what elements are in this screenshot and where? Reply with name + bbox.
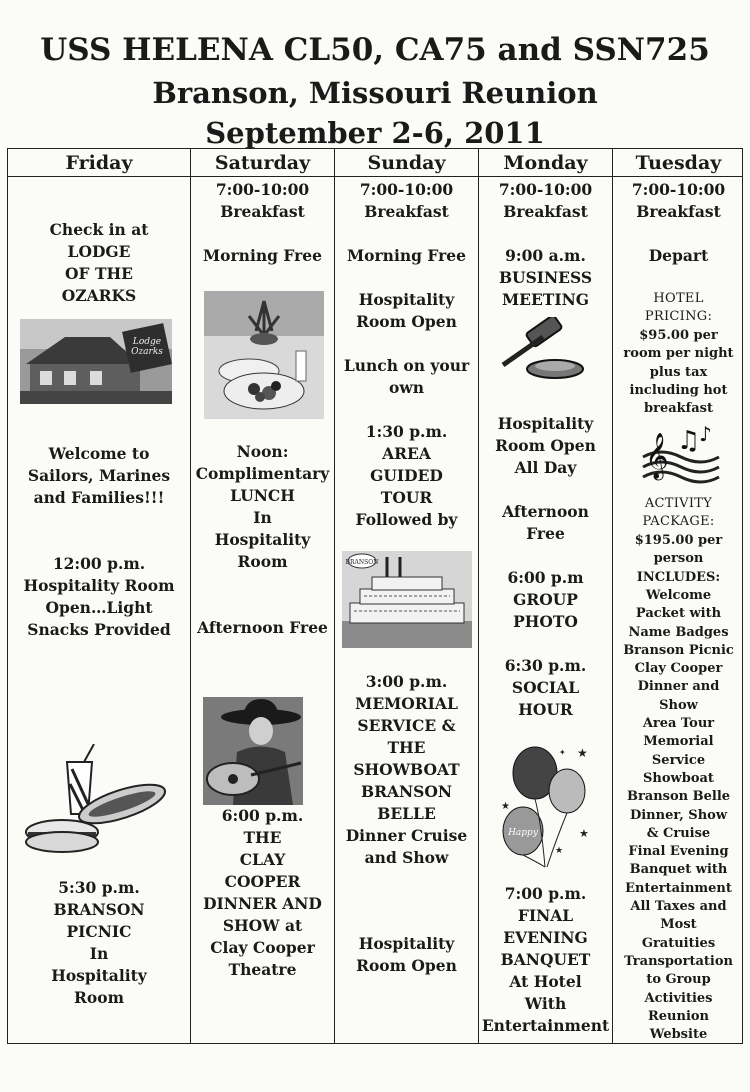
- saturday-breakfast: 7:00-10:00 Breakfast: [215, 180, 310, 221]
- gavel-icon: [497, 317, 587, 385]
- sunday-memorial: 3:00 p.m. MEMORIAL SERVICE & THE SHOWBOAT BRANSON BELLE: [353, 672, 460, 823]
- hotel-pricing-label: HOTEL PRICING:: [644, 291, 713, 325]
- monday-breakfast: 7:00-10:00 Breakfast: [498, 180, 593, 221]
- column-friday: [8, 149, 190, 1043]
- picnic-food-icon: [22, 744, 172, 859]
- svg-text:★: ★: [501, 801, 510, 812]
- lunch-table-photo-icon: [204, 291, 324, 419]
- friday-picnic: 5:30 p.m. BRANSON PICNIC In Hospitality Room: [51, 878, 147, 1007]
- activity-package-price: $195.00 per person: [634, 533, 723, 567]
- lodge-sign-text: Lodge Ozarks: [131, 337, 163, 357]
- friday-hospitality: 12:00 p.m. Hospitality Room Open…Light Snacks Provided: [23, 554, 175, 639]
- title-line-1: USS HELENA CL50, CA75 and SSN725: [40, 32, 710, 68]
- svg-text:★: ★: [555, 846, 564, 856]
- sunday-morning: Morning Free: [347, 246, 466, 265]
- saturday-morning: Morning Free: [203, 246, 322, 265]
- friday-checkin: Check in at LODGE OF THE OZARKS: [49, 220, 149, 305]
- music-notes-icon: [641, 417, 721, 487]
- balloon-text: Happy: [508, 828, 538, 838]
- sunday-hospitality-2: Hospitality Room Open: [356, 934, 457, 975]
- includes-list: Welcome Packet with Name Badges Branson Picnic Clay Cooper Dinner and Show Area Tour Memorial Service Showboat Branson Belle Dinner, Show & Cruise Final Evening Banquet with Entertainment All Taxes and Most Gratuities Transportation to Group Activities Reunion Website: [623, 588, 734, 1043]
- svg-text:★: ★: [579, 827, 589, 840]
- day-header-sunday: Sunday: [367, 152, 446, 174]
- friday-welcome: Welcome to Sailors, Marines and Families!!!: [27, 444, 171, 507]
- svg-text:♪: ♪: [699, 422, 712, 446]
- saturday-lunch: Noon: Complimentary LUNCH In Hospitality Room: [195, 442, 330, 571]
- activity-package-label: ACTIVITY PACKAGE:: [642, 496, 715, 530]
- monday-banquet: 7:00 p.m. FINAL EVENING BANQUET At Hotel With Entertainment: [481, 884, 610, 1035]
- day-header-friday: Friday: [65, 152, 133, 174]
- column-monday: [479, 149, 612, 1043]
- clay-cooper-photo-icon: [203, 697, 303, 805]
- column-tuesday: [613, 149, 744, 1043]
- saturday-show: 6:00 p.m. THE CLAY COOPER DINNER AND SHOW at Clay Cooper Theatre: [203, 806, 322, 979]
- column-sunday: [335, 149, 478, 1043]
- tuesday-breakfast: 7:00-10:00 Breakfast: [631, 180, 726, 221]
- day-header-tuesday: Tuesday: [635, 152, 722, 174]
- balloons-icon: [495, 741, 595, 869]
- svg-text:𝄞: 𝄞: [645, 433, 669, 479]
- day-header-monday: Monday: [503, 152, 588, 174]
- sunday-lunch: Lunch on your own: [343, 356, 470, 397]
- sunday-cruise: Dinner Cruise and Show: [345, 826, 468, 867]
- title-line-2: Branson, Missouri Reunion: [152, 76, 598, 110]
- monday-hospitality: Hospitality Room Open All Day: [495, 414, 596, 477]
- day-header-saturday: Saturday: [214, 152, 311, 174]
- sunday-breakfast: 7:00-10:00 Breakfast: [359, 180, 454, 221]
- monday-business: 9:00 a.m. BUSINESS MEETING: [498, 246, 593, 309]
- svg-text:★: ★: [577, 746, 588, 760]
- sunday-hospitality: Hospitality Room Open: [356, 290, 457, 331]
- title-line-3: September 2-6, 2011: [205, 116, 545, 150]
- showboat-sign-text: BRANSON: [345, 559, 379, 566]
- svg-text:♫: ♫: [677, 426, 701, 456]
- lodge-photo-icon: [20, 319, 172, 404]
- showboat-photo-icon: [342, 551, 472, 648]
- monday-social: 6:30 p.m. SOCIAL HOUR: [504, 656, 587, 719]
- tuesday-depart: Depart: [648, 246, 709, 265]
- svg-text:✦: ✦: [559, 748, 566, 757]
- includes-label: INCLUDES:: [636, 570, 721, 585]
- hotel-pricing-details: $95.00 per room per night plus tax including hot breakfast: [623, 328, 734, 417]
- saturday-afternoon: Afternoon Free: [197, 618, 328, 637]
- sunday-tour: 1:30 p.m. AREA GUIDED TOUR Followed by: [355, 422, 458, 529]
- monday-afternoon: Afternoon Free: [502, 502, 589, 543]
- monday-photo: 6:00 p.m GROUP PHOTO: [507, 568, 584, 631]
- schedule-table: [7, 148, 743, 1044]
- column-saturday: [191, 149, 334, 1043]
